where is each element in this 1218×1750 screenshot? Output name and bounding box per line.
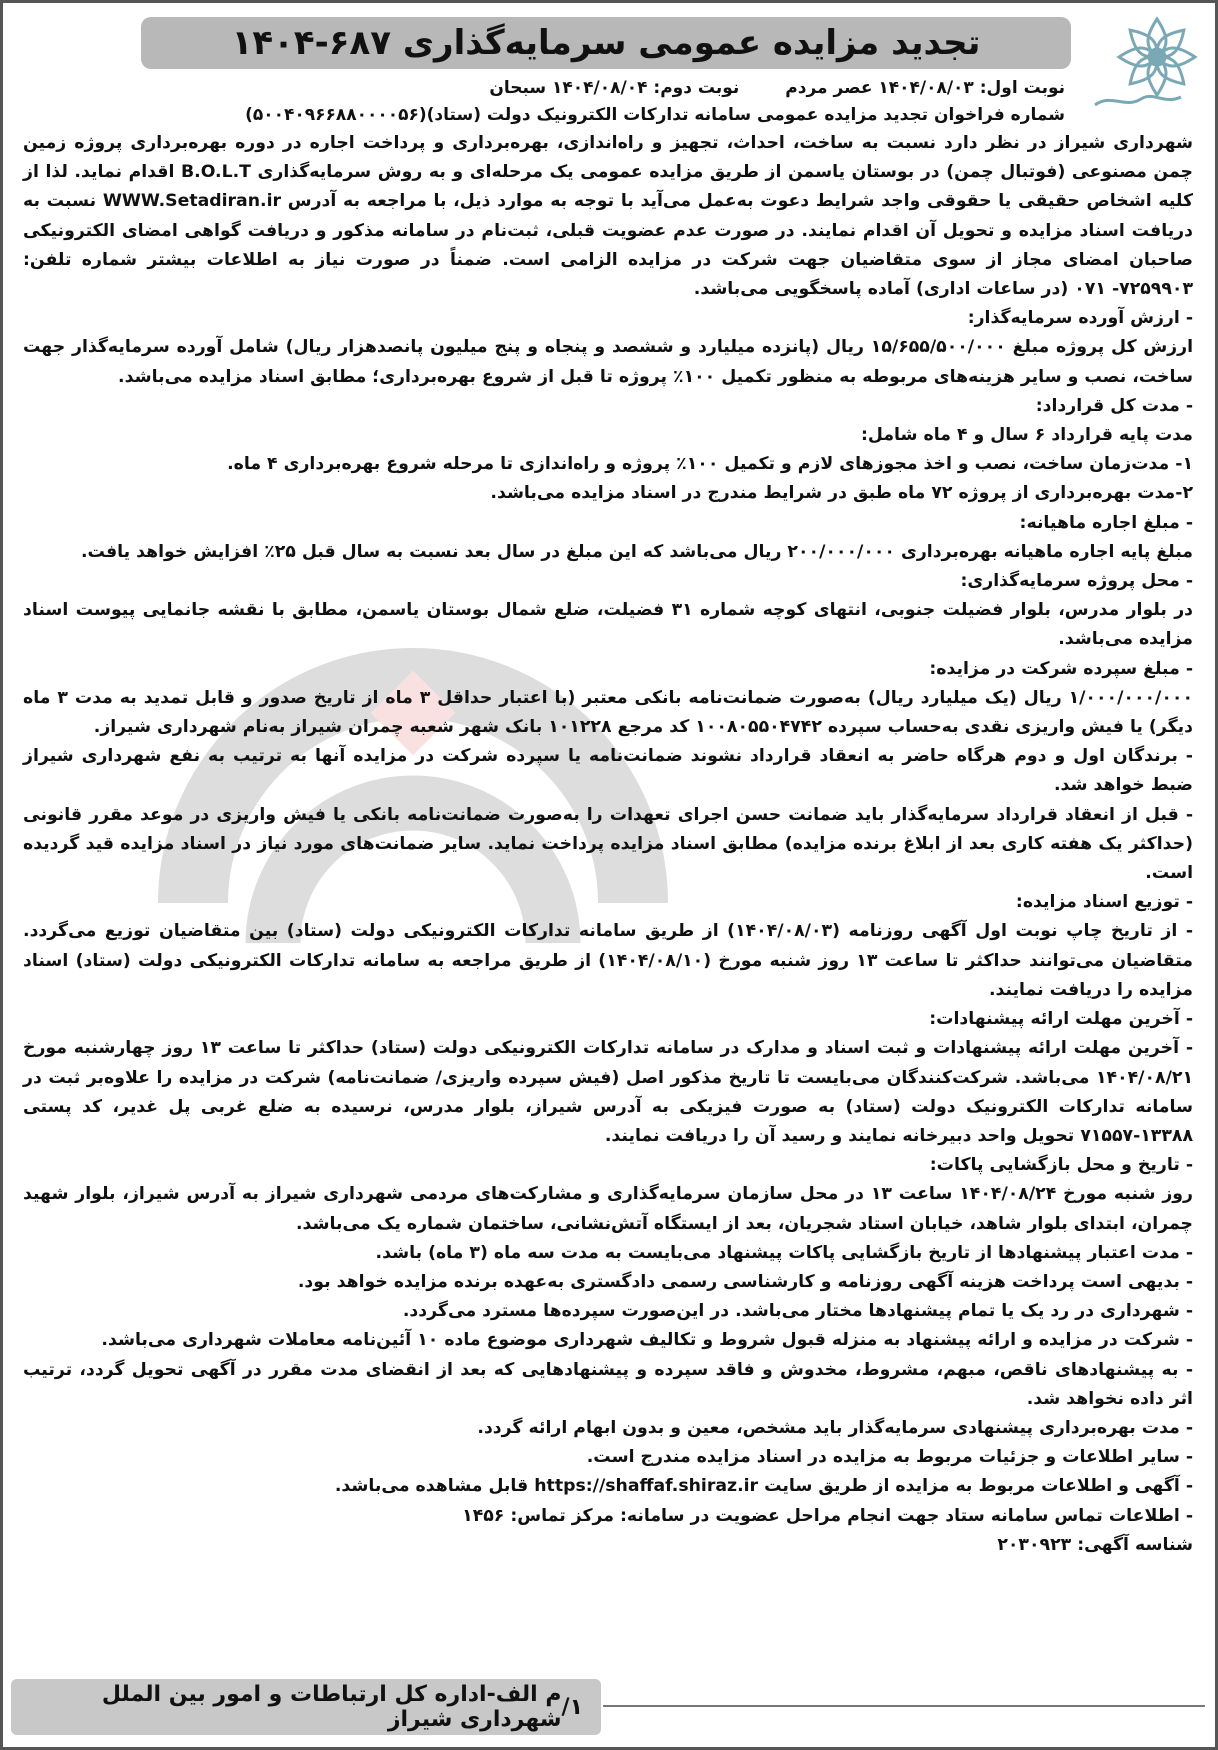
shiraz-municipality-logo [1091, 13, 1201, 118]
section-text: - آگهی و اطلاعات مربوط به مزایده از طریق سایت https://shaffaf.shiraz.ir قابل مشاهده می‌باشد. [334, 1476, 1193, 1497]
section-text: - مدت اعتبار پیشنهادها از تاریخ بازگشایی پاکات پیشنهاد می‌بایست به مدت سه ماه (۳ ماه) باشد. [375, 1242, 1193, 1263]
section-text: ۲-مدت بهره‌برداری از پروژه ۷۲ ماه طبق در شرایط مندرج در اسناد مزایده می‌باشد. [490, 483, 1193, 504]
section-text: در بلوار مدرس، بلوار فضیلت جنوبی، انتهای کوچه شماره ۳۱ فضیلت، ضلع شمال بوستان یاسمن، مطابق با نقشه جانمایی پیوست اسناد مزایده می‌باشد. [23, 600, 1194, 650]
section-text: - به پیشنهادهای ناقص، مبهم، مشروط، مخدوش و فاقد سپرده و پیشنهادهایی که بعد از انقضای مدت مقرر در آگهی تحویل گردد، ترتیب اثر داده نخواهد شد. [23, 1359, 1193, 1409]
section-text: - قبل از انعقاد قرارداد سرمایه‌گذار باید ضمانت حسن اجرای تعهدات را به‌صورت ضمانت‌نامه بانکی یا فیش واریزی در موعد مقرر قانونی (حداکثر یک هفته کاری بعد از ابلاغ برنده مزایده) مطابق اسناد مزایده پرداخت نماید. سایر ضمانت‌های مورد نیاز در اسناد مزایده قید گردیده است. [23, 804, 1193, 884]
section-text: ارزش کل پروژه مبلغ ۱۵/۶۵۵/۵۰۰/۰۰۰ ریال (پانزده میلیارد و ششصد و پنجاه و پنج میلیون پانصدهزار ریال) شامل آورده سرمایه‌گذار جهت ساخت، نصب و سایر هزینه‌های مربوطه به منظور تکمیل ۱۰۰٪ پروژه تا قبل از شروع بهره‌برداری؛ مطابق اسناد مزایده می‌باشد. [23, 337, 1194, 387]
second-notice: نوبت دوم: ۱۴۰۴/۰۸/۰۴ سبحان [489, 78, 740, 98]
section-text: - سایر اطلاعات و جزئیات مربوط به مزایده در اسناد مزایده مندرج است. [586, 1447, 1193, 1468]
section-heading: - محل پروژه سرمایه‌گذاری: [960, 571, 1193, 592]
call-number: شماره فراخوان تجدید مزایده عمومی سامانه تدارکات الکترونیک دولت (ستاد)(۵۰۰۴۰۹۶۶۸۸۰۰۰۰۵۶) [245, 105, 1065, 125]
section-text: شناسه آگهی: ۲۰۳۰۹۲۳ [997, 1534, 1193, 1555]
section-heading: - آخرین مهلت ارائه پیشنهادات: [929, 1009, 1193, 1030]
section-heading: - ارزش آورده سرمایه‌گذار: [967, 308, 1193, 329]
section-text: - اطلاعات تماس سامانه ستاد جهت انجام مراحل عضویت در سامانه: مرکز تماس: ۱۴۵۶ [462, 1505, 1193, 1526]
section-heading: - تاریخ و محل بازگشایی پاکات: [929, 1155, 1193, 1176]
section-text: مدت پایه قرارداد ۶ سال و ۴ ماه شامل: [860, 425, 1193, 446]
first-notice: نوبت اول: ۱۴۰۴/۰۸/۰۳ عصر مردم [785, 78, 1065, 98]
header [11, 11, 1207, 71]
footer-divider [603, 1705, 1205, 1707]
footer-text: م الف-اداره کل ارتباطات و امور بین الملل شهرداری شیراز [101, 1682, 562, 1732]
footer-code: ۱/ [561, 1694, 583, 1720]
intro-paragraph: شهرداری شیراز در نظر دارد نسبت به ساخت، احداث، تجهیز و راه‌اندازی، بهره‌برداری و پرداخت اجاره در دوره بهره‌برداری پروژه زمین چمن مصنوعی (فوتبال چمن) در بوستان یاسمن از طریق مزایده عمومی یک مرحله‌ای و به روش سرمایه‌گذاری B.O.L.T اقدام نماید. لذا از کلیه اشخاص حقیقی یا حقوقی واجد شرایط دعوت به‌عمل می‌آید با توجه به موارد ذیل، با مراجعه به آدرس WWW.Setadiran.ir نسبت به دریافت اسناد مزایده و تحویل آن اقدام نمایند. در صورت عدم عضویت قبلی، ثبت‌نام در سامانه مذکور و دریافت گواهی امضای الکترونیکی صاحبان امضای مجاز از سوی متقاضیان جهت شرکت در مزایده الزامی است. ضمناً در صورت نیاز به اطلاعات بیشتر شماره تلفن: ۷۲۵۹۹۰۳- ۰۷۱ (در ساعات اداری) آماده پاسخگویی می‌باشد. [23, 133, 1193, 300]
section-text: ۱/۰۰۰/۰۰۰/۰۰۰ ریال (یک میلیارد ریال) به‌صورت ضمانت‌نامه بانکی معتبر (با اعتبار حداقل ۳ ماه از تاریخ صدور و قابل تمدید به مدت ۳ ماه دیگر) یا فیش واریزی نقدی به‌حساب سپرده ۱۰۰۸۰۵۵۰۴۷۴۲ کد مرجع ۱۰۱۲۲۸ بانک شهر شعبه چمران شیراز به‌نام شهرداری شیراز. [23, 687, 1193, 738]
footer-credit [11, 1679, 601, 1735]
section-text: ۱- مدت‌زمان ساخت، نصب و اخذ مجوزهای لازم و تکمیل ۱۰۰٪ پروژه و راه‌اندازی تا مرحله شروع بهره‌برداری ۴ ماه. [227, 454, 1193, 475]
section-heading: - مدت کل قرارداد: [1035, 395, 1193, 416]
ad-title: تجدید مزایده عمومی سرمایه‌گذاری ۶۸۷-۱۴۰۴ [141, 17, 1071, 69]
section-text: - بدیهی است پرداخت هزینه آگهی روزنامه و کارشناسی رسمی دادگستری به‌عهده برنده مزایده خواهد بود. [297, 1271, 1193, 1292]
section-text: - آخرین مهلت ارائه پیشنهادات و ثبت اسناد و مدارک در سامانه تدارکات الکترونیکی دولت (ستاد) حداکثر تا ساعت ۱۳ روز چهارشنبه مورخ ۱۴۰۴/۰۸/۲۱ می‌باشد. شرکت‌کنندگان می‌بایست تا تاریخ مذکور اصل (فیش سپرده واریزی/ ضمانت‌نامه) شرکت در مزایده را علاوه‌بر ثبت در سامانه تدارکات الکترونیک دولت (ستاد) به صورت فیزیکی به آدرس شیراز، بلوار مدرس، نرسیده به ضلع غربی پل غدیر، کد پستی ۱۳۳۸۸-۷۱۵۵۷ تحویل واحد دبیرخانه نمایند و رسید آن را دریافت نمایند. [23, 1038, 1193, 1146]
section-heading: - توزیع اسناد مزایده: [1015, 892, 1193, 913]
sections [23, 304, 1193, 1560]
ad-body [23, 129, 1193, 1560]
section-text: - از تاریخ چاپ نوبت اول آگهی روزنامه (۱۴۰۴/۰۸/۰۳) از طریق سامانه تدارکات الکترونیکی دولت (ستاد) بین متقاضیان توزیع می‌گردد. متقاضیان می‌توانند حداکثر تا ساعت ۱۳ روز شنبه مورخ (۱۴۰۴/۰۸/۱۰) از طریق مراجعه به سامانه تدارکات الکترونیکی دولت (ستاد) اسناد مزایده را دریافت نمایند. [23, 921, 1193, 1000]
section-text: - مدت بهره‌برداری پیشنهادی سرمایه‌گذار باید مشخص، معین و بدون ابهام ارائه گردد. [477, 1417, 1193, 1438]
notice-meta [145, 75, 1065, 129]
section-text: - برندگان اول و دوم هرگاه حاضر به انعقاد قرارداد نشوند ضمانت‌نامه یا سپرده شرکت در مزایده آنها به ترتیب به نفع شهرداری شیراز ضبط خواهد شد. [23, 746, 1193, 796]
section-heading: - مبلغ اجاره ماهیانه: [1019, 512, 1193, 533]
section-text: - شرکت در مزایده و ارائه پیشنهاد به منزله قبول شروط و تکالیف شهرداری موضوع ماده ۱۰ آئین‌نامه معاملات شهرداری می‌باشد. [101, 1330, 1193, 1351]
section-text: - شهرداری در رد یک یا تمام پیشنهادها مختار می‌باشد. در این‌صورت سپرده‌ها مسترد می‌گردد. [402, 1301, 1193, 1322]
section-text: روز شنبه مورخ ۱۴۰۴/۰۸/۲۴ ساعت ۱۳ در محل سازمان سرمایه‌گذاری و مشارکت‌های مردمی شهرداری شیراز به آدرس شیراز، بلوار شهید چمران، ابتدای بلوار شاهد، خیابان استاد شجریان، بعد از ایستگاه آتش‌نشانی، ساختمان شماره یک می‌باشد. [23, 1184, 1193, 1234]
section-text: مبلغ پایه اجاره ماهیانه بهره‌برداری ۲۰۰/۰۰۰/۰۰۰ ریال می‌باشد که این مبلغ در سال بعد نسبت به سال قبل ۲۵٪ افزایش خواهد یافت. [80, 541, 1193, 562]
section-heading: - مبلغ سپرده شرکت در مزایده: [929, 658, 1193, 679]
